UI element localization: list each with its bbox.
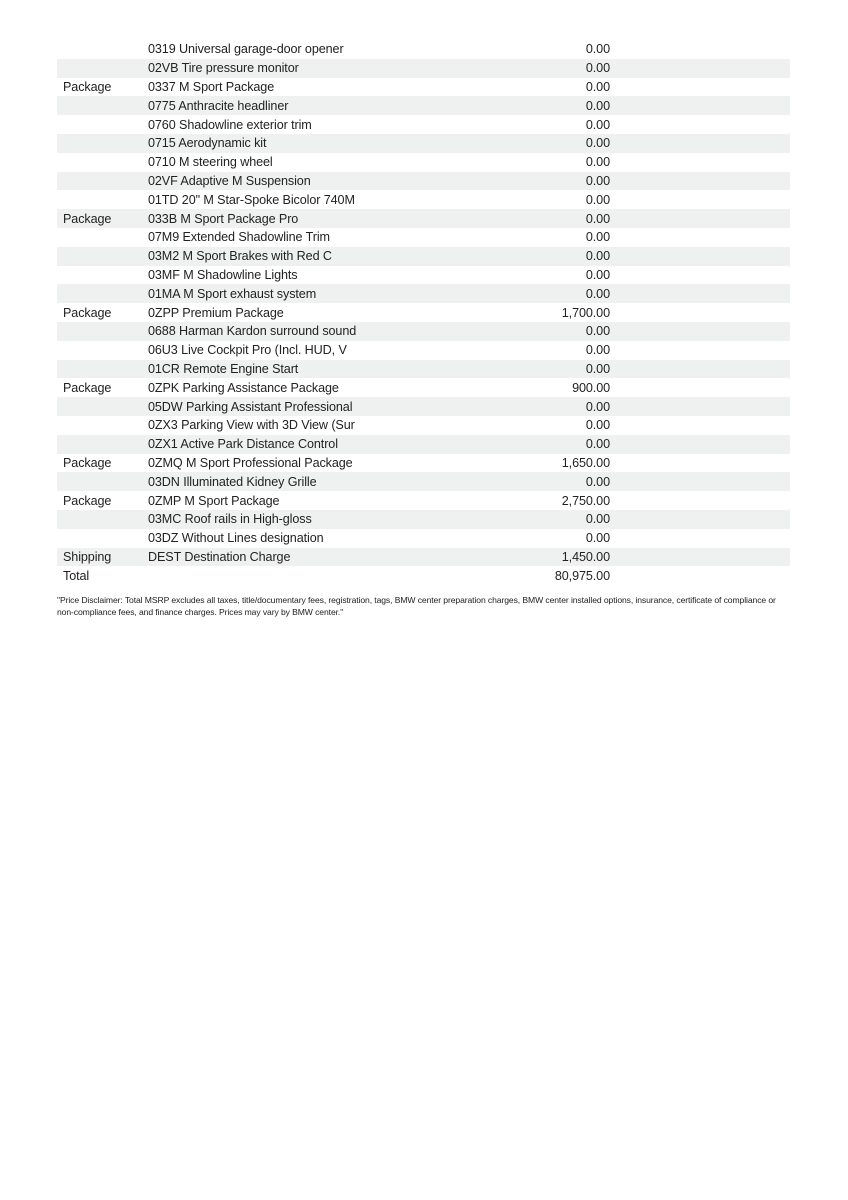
row-price: 0.00 [585,474,610,489]
table-row [57,209,790,228]
row-price: 0.00 [585,286,610,301]
row-price: 0.00 [585,324,610,339]
row-item-description: 02VB Tire pressure monitor [148,61,299,76]
row-price: 900.00 [572,380,610,395]
row-item-description: 02VF Adaptive M Suspension [148,173,311,188]
row-price: 0.00 [585,136,610,151]
row-category: Total [63,568,90,583]
row-item-description: 03MF M Shadowline Lights [148,267,298,282]
row-price: 0.00 [585,192,610,207]
table-row [57,284,790,303]
table-row [57,134,790,153]
price-table [57,40,790,585]
row-item-description: 07M9 Extended Shadowline Trim [148,230,330,245]
table-row [57,416,790,435]
table-row [57,397,790,416]
row-price: 2,750.00 [561,493,610,508]
row-price: 0.00 [585,79,610,94]
row-item-description: 03DZ Without Lines designation [148,531,324,546]
row-price: 0.00 [585,249,610,264]
row-item-description: 0715 Aerodynamic kit [148,136,267,151]
table-row [57,115,790,134]
row-price: 0.00 [585,512,610,527]
row-item-description: 033B M Sport Package Pro [148,211,299,226]
row-category: Shipping [63,549,112,564]
row-category: Package [63,455,112,470]
row-item-description: 03DN Illuminated Kidney Grille [148,474,317,489]
row-price: 1,450.00 [561,549,610,564]
row-price: 0.00 [585,418,610,433]
table-row [57,303,790,322]
row-price: 0.00 [585,531,610,546]
row-item-description: 01CR Remote Engine Start [148,361,299,376]
table-row [57,96,790,115]
row-category: Package [63,79,112,94]
row-item-description: 0775 Anthracite headliner [148,98,289,113]
row-price: 1,700.00 [561,305,610,320]
row-price: 0.00 [585,173,610,188]
table-row [57,153,790,172]
row-item-description: 03MC Roof rails in High-gloss [148,512,312,527]
row-price: 0.00 [585,117,610,132]
row-price: 0.00 [585,343,610,358]
row-item-description: 01TD 20" M Star-Spoke Bicolor 740M [148,192,355,207]
row-category: Package [63,380,112,395]
row-item-description: 0688 Harman Kardon surround sound [148,324,357,339]
row-item-description: 0ZPP Premium Package [148,305,284,320]
table-row [57,228,790,247]
table-row [57,378,790,397]
row-category: Package [63,305,112,320]
row-item-description: 0ZX3 Parking View with 3D View (Sur [148,418,355,433]
row-item-description: 03M2 M Sport Brakes with Red C [148,249,332,264]
row-price: 0.00 [585,437,610,452]
row-item-description: 0ZPK Parking Assistance Package [148,380,339,395]
table-row [57,566,790,585]
table-row [57,529,790,548]
table-row [57,341,790,360]
row-price: 0.00 [585,211,610,226]
table-row [57,435,790,454]
table-row [57,454,790,473]
row-item-description: DEST Destination Charge [148,549,291,564]
row-item-description: 05DW Parking Assistant Professional [148,399,353,414]
table-row [57,190,790,209]
table-row [57,59,790,78]
table-row [57,491,790,510]
row-item-description: 01MA M Sport exhaust system [148,286,317,301]
price-disclaimer: "Price Disclaimer: Total MSRP excludes all taxes, title/documentary fees, registration, tags, BMW center preparation charges, BMW center installed options, insurance, certificate of compliance or non-compliance fees, and finance charges. Prices may vary by BMW center." [57,595,776,617]
table-row [57,266,790,285]
row-price: 0.00 [585,42,610,57]
row-item-description: 0ZMP M Sport Package [148,493,280,508]
table-row [57,472,790,491]
table-row [57,40,790,59]
row-item-description: 0337 M Sport Package [148,79,275,94]
row-item-description: 0ZMQ M Sport Professional Package [148,455,353,470]
table-row [57,172,790,191]
row-price: 0.00 [585,98,610,113]
row-price: 0.00 [585,361,610,376]
row-item-description: 06U3 Live Cockpit Pro (Incl. HUD, V [148,343,347,358]
row-item-description: 0319 Universal garage-door opener [148,42,344,57]
row-price: 0.00 [585,155,610,170]
row-category: Package [63,493,112,508]
table-row [57,510,790,529]
row-item-description: 0710 M steering wheel [148,155,273,170]
table-row [57,360,790,379]
row-price: 80,975.00 [554,568,610,583]
row-price: 0.00 [585,399,610,414]
row-category: Package [63,211,112,226]
row-price: 0.00 [585,267,610,282]
table-row [57,322,790,341]
table-row [57,78,790,97]
table-row [57,247,790,266]
row-item-description: 0ZX1 Active Park Distance Control [148,437,338,452]
row-price: 0.00 [585,230,610,245]
row-item-description: 0760 Shadowline exterior trim [148,117,312,132]
row-price: 0.00 [585,61,610,76]
table-row [57,548,790,567]
row-price: 1,650.00 [561,455,610,470]
